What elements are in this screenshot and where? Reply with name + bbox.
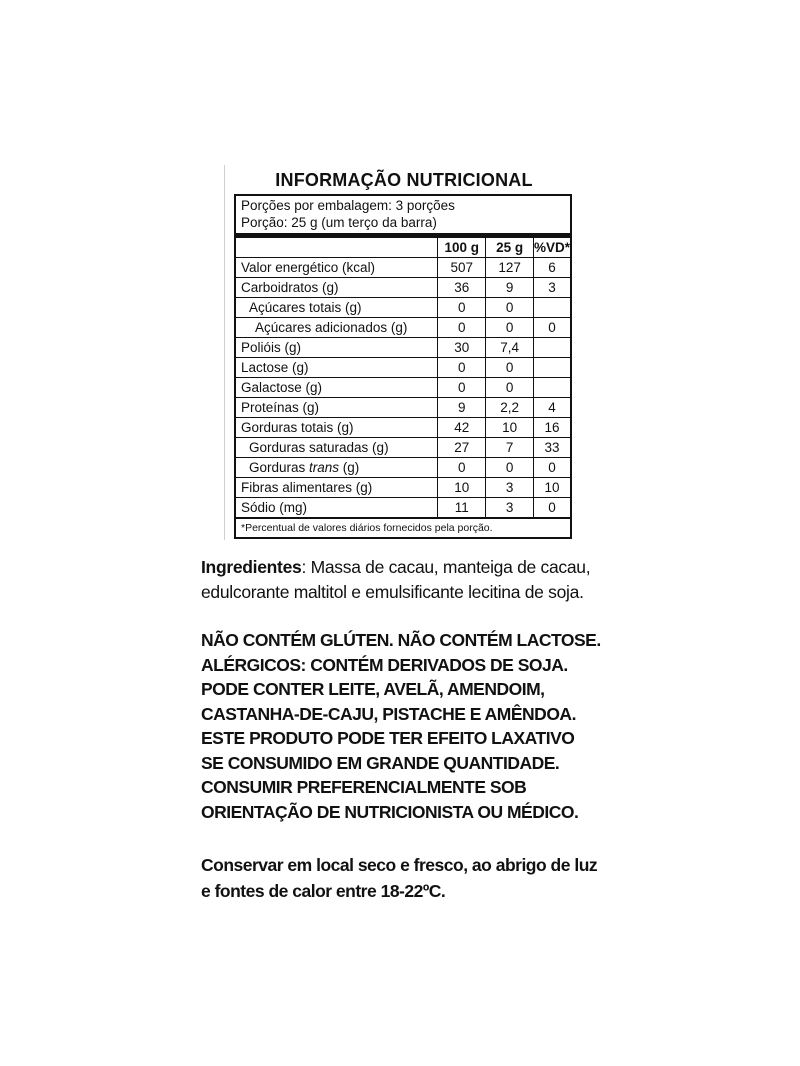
nutrient-name: Gorduras saturadas (g): [236, 438, 438, 458]
nutrient-name: Carboidratos (g): [236, 278, 438, 298]
nutrient-name: Lactose (g): [236, 358, 438, 378]
storage-line: Conservar em local seco e fresco, ao abrigo de luz: [201, 855, 598, 875]
value-vd: [533, 338, 570, 358]
value-vd: 10: [533, 478, 570, 498]
nutrient-name: Proteínas (g): [236, 398, 438, 418]
value-100g: 0: [438, 458, 486, 478]
value-100g: 0: [438, 358, 486, 378]
value-vd: 6: [533, 258, 570, 278]
storage-line: e fontes de calor entre 18-22ºC.: [201, 881, 446, 901]
value-vd: [533, 358, 570, 378]
warning-line: ORIENTAÇÃO DE NUTRICIONISTA OU MÉDICO.: [201, 801, 579, 822]
value-25g: 7,4: [486, 338, 534, 358]
ingredients-label: Ingredientes: [201, 557, 302, 577]
value-100g: 0: [438, 298, 486, 318]
warning-line: ESTE PRODUTO PODE TER EFEITO LAXATIVO: [201, 728, 575, 748]
value-vd: [533, 378, 570, 398]
nutrient-name: Gorduras totais (g): [236, 418, 438, 438]
table-row: [236, 358, 570, 378]
value-vd: 0: [533, 458, 570, 478]
value-100g: 11: [438, 498, 486, 519]
nutrient-name: Polióis (g): [236, 338, 438, 358]
nutrient-table: [236, 238, 570, 519]
value-100g: 36: [438, 278, 486, 298]
nutrient-name: Sódio (mg): [236, 498, 438, 519]
value-vd: 4: [533, 398, 570, 418]
ingredients-line-1: [201, 555, 621, 580]
value-100g: 0: [438, 318, 486, 338]
value-25g: 2,2: [486, 398, 534, 418]
value-100g: 0: [438, 378, 486, 398]
servings-per-package: Porções por embalagem: 3 porções: [241, 198, 455, 213]
value-100g: 30: [438, 338, 486, 358]
value-25g: 3: [486, 498, 534, 519]
header-100g: 100 g: [438, 238, 486, 258]
table-row: [236, 438, 570, 458]
nutrient-name: Açúcares totais (g): [236, 298, 438, 318]
value-100g: 9: [438, 398, 486, 418]
header-vd: %VD*: [533, 238, 570, 258]
warning-line: CONSUMIR PREFERENCIALMENTE SOB: [201, 777, 527, 797]
nutrition-facts-table: [234, 194, 572, 539]
nutrient-name-italic: trans: [309, 460, 340, 475]
nutrient-name: Galactose (g): [236, 378, 438, 398]
ingredients-text: : Massa de cacau, manteiga de cacau,: [301, 557, 591, 577]
table-row: [236, 258, 570, 278]
warning-line: ALÉRGICOS: CONTÉM DERIVADOS DE SOJA.: [201, 654, 568, 675]
value-100g: 42: [438, 418, 486, 438]
value-100g: 507: [438, 258, 486, 278]
ingredients-block: [201, 555, 621, 605]
allergen-warnings: [201, 628, 621, 824]
panel-divider-line: [224, 165, 225, 540]
nutrient-name: [236, 458, 438, 478]
serving-info: [236, 196, 570, 233]
value-25g: 10: [486, 418, 534, 438]
ingredients-line-2: edulcorante maltitol e emulsificante lecitina de soja.: [201, 582, 584, 602]
value-vd: 3: [533, 278, 570, 298]
value-100g: 10: [438, 478, 486, 498]
nutrient-name-part: (g): [339, 460, 360, 475]
table-row: [236, 278, 570, 298]
value-vd: 0: [533, 318, 570, 338]
value-25g: 0: [486, 358, 534, 378]
table-row: [236, 478, 570, 498]
value-25g: 0: [486, 318, 534, 338]
warning-line: CASTANHA-DE-CAJU, PISTACHE E AMÊNDOA.: [201, 703, 576, 724]
header-empty: [236, 238, 438, 258]
table-row: [236, 318, 570, 338]
nutrient-name-part: Gorduras: [249, 460, 310, 475]
warning-line: NÃO CONTÉM GLÚTEN. NÃO CONTÉM LACTOSE.: [201, 630, 601, 650]
value-vd: 33: [533, 438, 570, 458]
value-25g: 3: [486, 478, 534, 498]
nutrition-title: INFORMAÇÃO NUTRICIONAL: [275, 170, 533, 190]
value-100g: 27: [438, 438, 486, 458]
table-row: [236, 298, 570, 318]
table-header-row: [236, 238, 570, 258]
table-row: [236, 398, 570, 418]
storage-instructions: [201, 852, 641, 904]
value-25g: 127: [486, 258, 534, 278]
value-25g: 0: [486, 378, 534, 398]
value-25g: 9: [486, 278, 534, 298]
value-vd: 0: [533, 498, 570, 519]
table-row: [236, 418, 570, 438]
value-25g: 0: [486, 298, 534, 318]
serving-size: Porção: 25 g (um terço da barra): [241, 215, 437, 230]
warning-line: SE CONSUMIDO EM GRANDE QUANTIDADE.: [201, 752, 560, 773]
nutrient-name: Açúcares adicionados (g): [236, 318, 438, 338]
nutrient-name: Valor energético (kcal): [236, 258, 438, 278]
vd-footnote: *Percentual de valores diários fornecidos pela porção.: [241, 522, 493, 534]
value-vd: [533, 298, 570, 318]
table-row: [236, 338, 570, 358]
value-vd: 16: [533, 418, 570, 438]
warning-line: PODE CONTER LEITE, AVELÃ, AMENDOIM,: [201, 679, 545, 699]
table-row: [236, 378, 570, 398]
nutrient-name: Fibras alimentares (g): [236, 478, 438, 498]
table-row: [236, 498, 570, 519]
value-25g: 7: [486, 438, 534, 458]
table-row: [236, 458, 570, 478]
value-25g: 0: [486, 458, 534, 478]
header-25g: 25 g: [486, 238, 534, 258]
